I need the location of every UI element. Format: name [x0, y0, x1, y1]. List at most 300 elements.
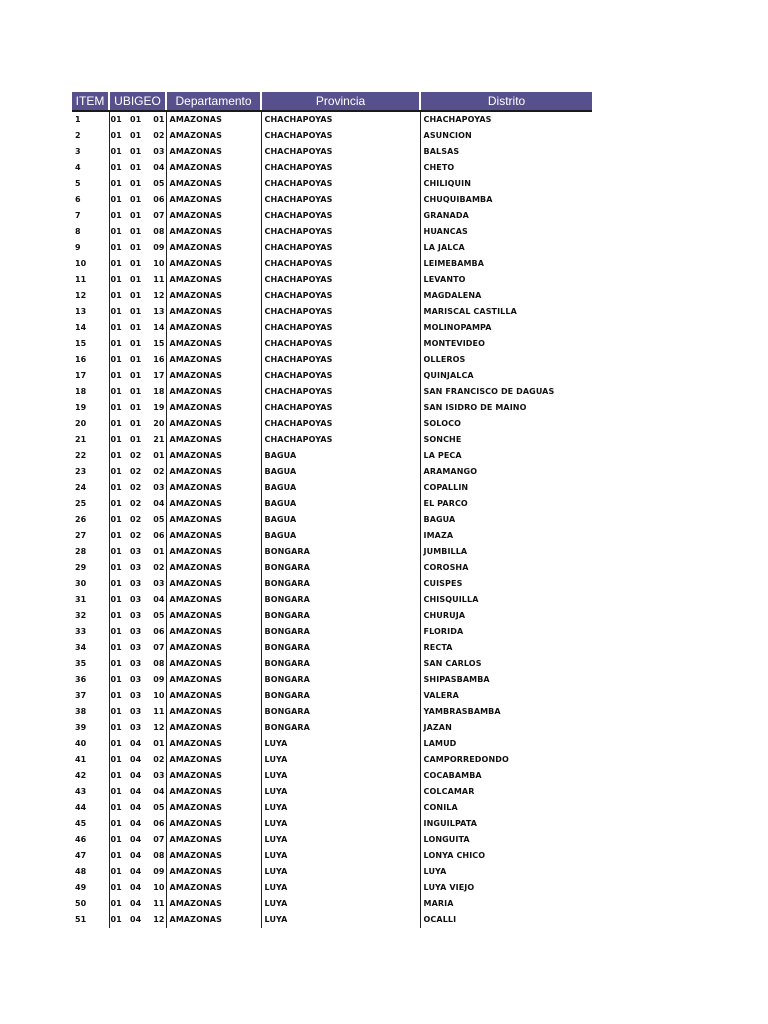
cell-departamento: AMAZONAS [166, 496, 261, 512]
cell-ubigeo-dep: 01 [109, 111, 129, 128]
cell-ubigeo-dist: 13 [153, 307, 165, 316]
cell-distrito: EL PARCO [420, 496, 592, 512]
cell-ubigeo-dep: 01 [109, 528, 129, 544]
cell-distrito: CAMPORREDONDO [420, 752, 592, 768]
cell-ubigeo-dist: 19 [153, 403, 165, 412]
cell-item: 48 [75, 867, 87, 876]
cell-ubigeo-dist: 11 [153, 275, 165, 284]
cell-departamento: AMAZONAS [166, 192, 261, 208]
cell-departamento: AMAZONAS [166, 256, 261, 272]
cell-provincia: BAGUA [261, 512, 420, 528]
cell-distrito: HUANCAS [420, 224, 592, 240]
cell-departamento: AMAZONAS [166, 320, 261, 336]
cell-ubigeo-prov: 01 [130, 419, 142, 428]
cell-ubigeo-dist: 01 [153, 739, 165, 748]
cell-distrito: ARAMANGO [420, 464, 592, 480]
cell-ubigeo-dep: 01 [109, 400, 129, 416]
cell-provincia: CHACHAPOYAS [261, 144, 420, 160]
cell-provincia: CHACHAPOYAS [261, 111, 420, 128]
cell-ubigeo-dist: 02 [153, 467, 165, 476]
table-row [72, 608, 592, 624]
cell-departamento: AMAZONAS [166, 800, 261, 816]
cell-ubigeo-dist: 15 [153, 339, 165, 348]
cell-distrito: LUYA VIEJO [420, 880, 592, 896]
table-row [72, 128, 592, 144]
cell-provincia: LUYA [261, 800, 420, 816]
cell-item: 34 [75, 643, 87, 652]
cell-departamento: AMAZONAS [166, 416, 261, 432]
cell-departamento: AMAZONAS [166, 208, 261, 224]
cell-item: 13 [75, 307, 87, 316]
cell-item: 29 [75, 563, 87, 572]
cell-distrito: COLCAMAR [420, 784, 592, 800]
cell-ubigeo-dep: 01 [109, 608, 129, 624]
cell-provincia: BONGARA [261, 560, 420, 576]
cell-ubigeo-prov: 04 [130, 771, 142, 780]
cell-ubigeo-dist: 05 [153, 179, 165, 188]
cell-ubigeo-prov: 02 [130, 451, 142, 460]
cell-ubigeo-dist: 09 [153, 867, 165, 876]
cell-ubigeo-prov: 04 [130, 803, 142, 812]
cell-ubigeo-prov: 03 [130, 563, 142, 572]
cell-distrito: CHURUJA [420, 608, 592, 624]
header-item: ITEM [72, 92, 109, 111]
cell-provincia: BONGARA [261, 704, 420, 720]
table-header [72, 92, 592, 111]
cell-provincia: BAGUA [261, 496, 420, 512]
cell-item: 42 [75, 771, 87, 780]
cell-ubigeo-dist: 01 [153, 547, 165, 556]
cell-departamento: AMAZONAS [166, 160, 261, 176]
cell-ubigeo-dist: 14 [153, 323, 165, 332]
cell-ubigeo-prov: 01 [130, 355, 142, 364]
cell-ubigeo-prov: 04 [130, 787, 142, 796]
cell-ubigeo-dep: 01 [109, 352, 129, 368]
cell-departamento: AMAZONAS [166, 544, 261, 560]
cell-ubigeo-dist: 20 [153, 419, 165, 428]
cell-distrito: SAN FRANCISCO DE DAGUAS [420, 384, 592, 400]
cell-ubigeo-prov: 04 [130, 835, 142, 844]
cell-ubigeo-dep: 01 [109, 272, 129, 288]
table-row [72, 448, 592, 464]
cell-ubigeo-dep: 01 [109, 832, 129, 848]
cell-ubigeo-dist: 18 [153, 387, 165, 396]
cell-departamento: AMAZONAS [166, 896, 261, 912]
header-ubigeo: UBIGEO [109, 92, 166, 111]
cell-distrito: CUISPES [420, 576, 592, 592]
table-row [72, 592, 592, 608]
table-row [72, 160, 592, 176]
cell-ubigeo-prov: 03 [130, 707, 142, 716]
cell-provincia: CHACHAPOYAS [261, 416, 420, 432]
cell-ubigeo-prov: 04 [130, 899, 142, 908]
cell-ubigeo-dep: 01 [109, 592, 129, 608]
cell-ubigeo-dep: 01 [109, 880, 129, 896]
cell-item: 30 [75, 579, 87, 588]
cell-item: 11 [75, 275, 87, 284]
cell-ubigeo-prov: 03 [130, 611, 142, 620]
cell-provincia: BONGARA [261, 640, 420, 656]
cell-provincia: CHACHAPOYAS [261, 432, 420, 448]
table-row [72, 176, 592, 192]
cell-provincia: BONGARA [261, 656, 420, 672]
cell-provincia: CHACHAPOYAS [261, 224, 420, 240]
cell-provincia: CHACHAPOYAS [261, 368, 420, 384]
cell-provincia: CHACHAPOYAS [261, 272, 420, 288]
cell-distrito: JAZAN [420, 720, 592, 736]
table-row [72, 672, 592, 688]
cell-distrito: LAMUD [420, 736, 592, 752]
cell-distrito: VALERA [420, 688, 592, 704]
cell-ubigeo-prov: 01 [130, 275, 142, 284]
cell-item: 28 [75, 547, 87, 556]
cell-departamento: AMAZONAS [166, 224, 261, 240]
cell-ubigeo-dist: 09 [153, 675, 165, 684]
cell-item: 12 [75, 291, 87, 300]
cell-distrito: MARISCAL CASTILLA [420, 304, 592, 320]
table-body [72, 111, 592, 928]
cell-provincia: CHACHAPOYAS [261, 320, 420, 336]
cell-ubigeo-dep: 01 [109, 656, 129, 672]
cell-ubigeo-prov: 01 [130, 227, 142, 236]
cell-departamento: AMAZONAS [166, 736, 261, 752]
cell-departamento: AMAZONAS [166, 768, 261, 784]
cell-provincia: CHACHAPOYAS [261, 208, 420, 224]
cell-item: 37 [75, 691, 87, 700]
cell-item: 36 [75, 675, 87, 684]
cell-ubigeo-prov: 03 [130, 627, 142, 636]
cell-departamento: AMAZONAS [166, 864, 261, 880]
cell-distrito: COCABAMBA [420, 768, 592, 784]
cell-departamento: AMAZONAS [166, 912, 261, 928]
cell-ubigeo-prov: 03 [130, 579, 142, 588]
cell-ubigeo-dist: 12 [153, 723, 165, 732]
cell-item: 15 [75, 339, 87, 348]
cell-ubigeo-dep: 01 [109, 784, 129, 800]
cell-distrito: OCALLI [420, 912, 592, 928]
cell-item: 25 [75, 499, 87, 508]
cell-distrito: SHIPASBAMBA [420, 672, 592, 688]
cell-distrito: CHACHAPOYAS [420, 111, 592, 128]
cell-distrito: LONYA CHICO [420, 848, 592, 864]
cell-item: 9 [75, 243, 81, 252]
cell-ubigeo-dep: 01 [109, 848, 129, 864]
cell-ubigeo-dist: 17 [153, 371, 165, 380]
table-row [72, 768, 592, 784]
cell-ubigeo-prov: 03 [130, 595, 142, 604]
cell-provincia: LUYA [261, 784, 420, 800]
table-row [72, 688, 592, 704]
cell-ubigeo-dep: 01 [109, 576, 129, 592]
cell-ubigeo-dep: 01 [109, 560, 129, 576]
cell-item: 23 [75, 467, 87, 476]
cell-provincia: CHACHAPOYAS [261, 384, 420, 400]
cell-provincia: BONGARA [261, 720, 420, 736]
cell-provincia: CHACHAPOYAS [261, 336, 420, 352]
table-row [72, 352, 592, 368]
cell-ubigeo-dep: 01 [109, 288, 129, 304]
cell-ubigeo-dep: 01 [109, 896, 129, 912]
cell-ubigeo-dist: 06 [153, 819, 165, 828]
cell-departamento: AMAZONAS [166, 432, 261, 448]
cell-ubigeo-dep: 01 [109, 336, 129, 352]
cell-provincia: CHACHAPOYAS [261, 160, 420, 176]
cell-provincia: BAGUA [261, 480, 420, 496]
cell-ubigeo-prov: 01 [130, 291, 142, 300]
table-row [72, 528, 592, 544]
cell-provincia: LUYA [261, 896, 420, 912]
cell-distrito: BALSAS [420, 144, 592, 160]
table-row [72, 832, 592, 848]
header-row [72, 92, 592, 111]
cell-provincia: LUYA [261, 816, 420, 832]
cell-departamento: AMAZONAS [166, 656, 261, 672]
cell-item: 21 [75, 435, 87, 444]
cell-departamento: AMAZONAS [166, 592, 261, 608]
cell-ubigeo-dist: 07 [153, 835, 165, 844]
cell-departamento: AMAZONAS [166, 608, 261, 624]
table-row [72, 111, 592, 128]
cell-ubigeo-dist: 11 [153, 707, 165, 716]
cell-ubigeo-dist: 05 [153, 611, 165, 620]
cell-ubigeo-prov: 01 [130, 371, 142, 380]
table-row [72, 896, 592, 912]
cell-provincia: BAGUA [261, 464, 420, 480]
cell-item: 4 [75, 163, 81, 172]
cell-distrito: SAN CARLOS [420, 656, 592, 672]
cell-item: 31 [75, 595, 87, 604]
cell-distrito: LA JALCA [420, 240, 592, 256]
cell-distrito: CHETO [420, 160, 592, 176]
cell-distrito: SONCHE [420, 432, 592, 448]
table-row [72, 368, 592, 384]
cell-ubigeo-prov: 01 [130, 435, 142, 444]
cell-distrito: BAGUA [420, 512, 592, 528]
ubigeo-table [72, 92, 592, 928]
cell-departamento: AMAZONAS [166, 704, 261, 720]
cell-ubigeo-dep: 01 [109, 240, 129, 256]
cell-item: 38 [75, 707, 87, 716]
cell-ubigeo-prov: 02 [130, 499, 142, 508]
cell-ubigeo-prov: 01 [130, 147, 142, 156]
cell-ubigeo-dist: 03 [153, 579, 165, 588]
table-row [72, 784, 592, 800]
cell-ubigeo-dist: 03 [153, 483, 165, 492]
cell-ubigeo-prov: 04 [130, 755, 142, 764]
cell-ubigeo-dep: 01 [109, 640, 129, 656]
cell-ubigeo-dep: 01 [109, 544, 129, 560]
cell-ubigeo-dep: 01 [109, 384, 129, 400]
cell-ubigeo-prov: 01 [130, 259, 142, 268]
cell-distrito: FLORIDA [420, 624, 592, 640]
cell-ubigeo-dist: 12 [153, 291, 165, 300]
cell-departamento: AMAZONAS [166, 848, 261, 864]
cell-ubigeo-dep: 01 [109, 128, 129, 144]
cell-ubigeo-dep: 01 [109, 912, 129, 928]
cell-ubigeo-dist: 16 [153, 355, 165, 364]
table-row [72, 640, 592, 656]
table-row [72, 864, 592, 880]
cell-ubigeo-prov: 01 [130, 179, 142, 188]
cell-provincia: CHACHAPOYAS [261, 176, 420, 192]
cell-ubigeo-prov: 01 [130, 307, 142, 316]
cell-item: 1 [75, 115, 81, 124]
cell-ubigeo-dist: 04 [153, 163, 165, 172]
cell-item: 41 [75, 755, 87, 764]
cell-departamento: AMAZONAS [166, 384, 261, 400]
cell-ubigeo-dist: 07 [153, 211, 165, 220]
cell-item: 45 [75, 819, 87, 828]
cell-ubigeo-dep: 01 [109, 256, 129, 272]
table-row [72, 496, 592, 512]
cell-ubigeo-dist: 08 [153, 227, 165, 236]
cell-provincia: LUYA [261, 848, 420, 864]
cell-item: 2 [75, 131, 81, 140]
cell-ubigeo-dep: 01 [109, 816, 129, 832]
cell-departamento: AMAZONAS [166, 512, 261, 528]
cell-ubigeo-dist: 08 [153, 659, 165, 668]
cell-ubigeo-dep: 01 [109, 768, 129, 784]
cell-ubigeo-prov: 01 [130, 403, 142, 412]
cell-item: 33 [75, 627, 87, 636]
cell-ubigeo-dist: 06 [153, 627, 165, 636]
cell-item: 5 [75, 179, 81, 188]
cell-ubigeo-dep: 01 [109, 496, 129, 512]
cell-provincia: LUYA [261, 832, 420, 848]
cell-ubigeo-dep: 01 [109, 192, 129, 208]
cell-item: 26 [75, 515, 87, 524]
cell-ubigeo-dist: 03 [153, 147, 165, 156]
cell-ubigeo-dist: 12 [153, 915, 165, 924]
cell-distrito: MARIA [420, 896, 592, 912]
cell-distrito: MOLINOPAMPA [420, 320, 592, 336]
table-row [72, 624, 592, 640]
cell-ubigeo-prov: 03 [130, 691, 142, 700]
cell-departamento: AMAZONAS [166, 336, 261, 352]
cell-provincia: CHACHAPOYAS [261, 128, 420, 144]
cell-provincia: CHACHAPOYAS [261, 288, 420, 304]
cell-distrito: QUINJALCA [420, 368, 592, 384]
cell-item: 35 [75, 659, 87, 668]
cell-distrito: COROSHA [420, 560, 592, 576]
table-row [72, 512, 592, 528]
table-row [72, 208, 592, 224]
cell-ubigeo-dist: 05 [153, 803, 165, 812]
cell-ubigeo-dep: 01 [109, 480, 129, 496]
cell-departamento: AMAZONAS [166, 752, 261, 768]
cell-ubigeo-prov: 01 [130, 131, 142, 140]
table-row [72, 848, 592, 864]
cell-item: 22 [75, 451, 87, 460]
cell-item: 18 [75, 387, 87, 396]
cell-provincia: CHACHAPOYAS [261, 304, 420, 320]
cell-departamento: AMAZONAS [166, 448, 261, 464]
table-row [72, 336, 592, 352]
cell-ubigeo-dep: 01 [109, 160, 129, 176]
cell-ubigeo-prov: 02 [130, 467, 142, 476]
cell-ubigeo-dep: 01 [109, 432, 129, 448]
cell-item: 47 [75, 851, 87, 860]
cell-provincia: LUYA [261, 768, 420, 784]
cell-distrito: YAMBRASBAMBA [420, 704, 592, 720]
cell-distrito: IMAZA [420, 528, 592, 544]
cell-ubigeo-dep: 01 [109, 144, 129, 160]
cell-item: 51 [75, 915, 87, 924]
cell-departamento: AMAZONAS [166, 720, 261, 736]
cell-ubigeo-prov: 01 [130, 163, 142, 172]
cell-departamento: AMAZONAS [166, 128, 261, 144]
cell-ubigeo-prov: 02 [130, 531, 142, 540]
cell-provincia: BAGUA [261, 448, 420, 464]
table-row [72, 192, 592, 208]
cell-ubigeo-prov: 04 [130, 739, 142, 748]
table-row [72, 816, 592, 832]
cell-ubigeo-dep: 01 [109, 688, 129, 704]
cell-ubigeo-dep: 01 [109, 512, 129, 528]
cell-provincia: BONGARA [261, 544, 420, 560]
cell-provincia: LUYA [261, 880, 420, 896]
cell-departamento: AMAZONAS [166, 176, 261, 192]
cell-departamento: AMAZONAS [166, 272, 261, 288]
cell-ubigeo-prov: 04 [130, 867, 142, 876]
cell-item: 16 [75, 355, 87, 364]
cell-distrito: RECTA [420, 640, 592, 656]
cell-ubigeo-dep: 01 [109, 368, 129, 384]
cell-departamento: AMAZONAS [166, 352, 261, 368]
cell-departamento: AMAZONAS [166, 560, 261, 576]
table-row [72, 288, 592, 304]
cell-item: 7 [75, 211, 81, 220]
cell-item: 50 [75, 899, 87, 908]
cell-item: 6 [75, 195, 81, 204]
table-row [72, 736, 592, 752]
header-distrito: Distrito [420, 92, 592, 111]
cell-distrito: CHUQUIBAMBA [420, 192, 592, 208]
cell-distrito: ASUNCION [420, 128, 592, 144]
cell-provincia: LUYA [261, 736, 420, 752]
table-row [72, 256, 592, 272]
cell-ubigeo-dep: 01 [109, 208, 129, 224]
cell-departamento: AMAZONAS [166, 880, 261, 896]
table-row [72, 704, 592, 720]
table-row [72, 464, 592, 480]
cell-ubigeo-dep: 01 [109, 624, 129, 640]
cell-ubigeo-prov: 04 [130, 851, 142, 860]
cell-departamento: AMAZONAS [166, 624, 261, 640]
cell-ubigeo-prov: 01 [130, 323, 142, 332]
table-row [72, 752, 592, 768]
table-row [72, 656, 592, 672]
cell-item: 46 [75, 835, 87, 844]
cell-provincia: BONGARA [261, 576, 420, 592]
cell-departamento: AMAZONAS [166, 480, 261, 496]
cell-departamento: AMAZONAS [166, 784, 261, 800]
cell-distrito: LUYA [420, 864, 592, 880]
cell-distrito: CONILA [420, 800, 592, 816]
cell-departamento: AMAZONAS [166, 528, 261, 544]
table-row [72, 304, 592, 320]
cell-item: 10 [75, 259, 87, 268]
cell-ubigeo-dist: 03 [153, 771, 165, 780]
cell-ubigeo-dist: 11 [153, 899, 165, 908]
cell-distrito: CHILIQUIN [420, 176, 592, 192]
cell-distrito: LEIMEBAMBA [420, 256, 592, 272]
cell-ubigeo-prov: 04 [130, 915, 142, 924]
cell-ubigeo-dist: 06 [153, 531, 165, 540]
cell-item: 17 [75, 371, 87, 380]
cell-ubigeo-dist: 05 [153, 515, 165, 524]
cell-ubigeo-prov: 02 [130, 515, 142, 524]
